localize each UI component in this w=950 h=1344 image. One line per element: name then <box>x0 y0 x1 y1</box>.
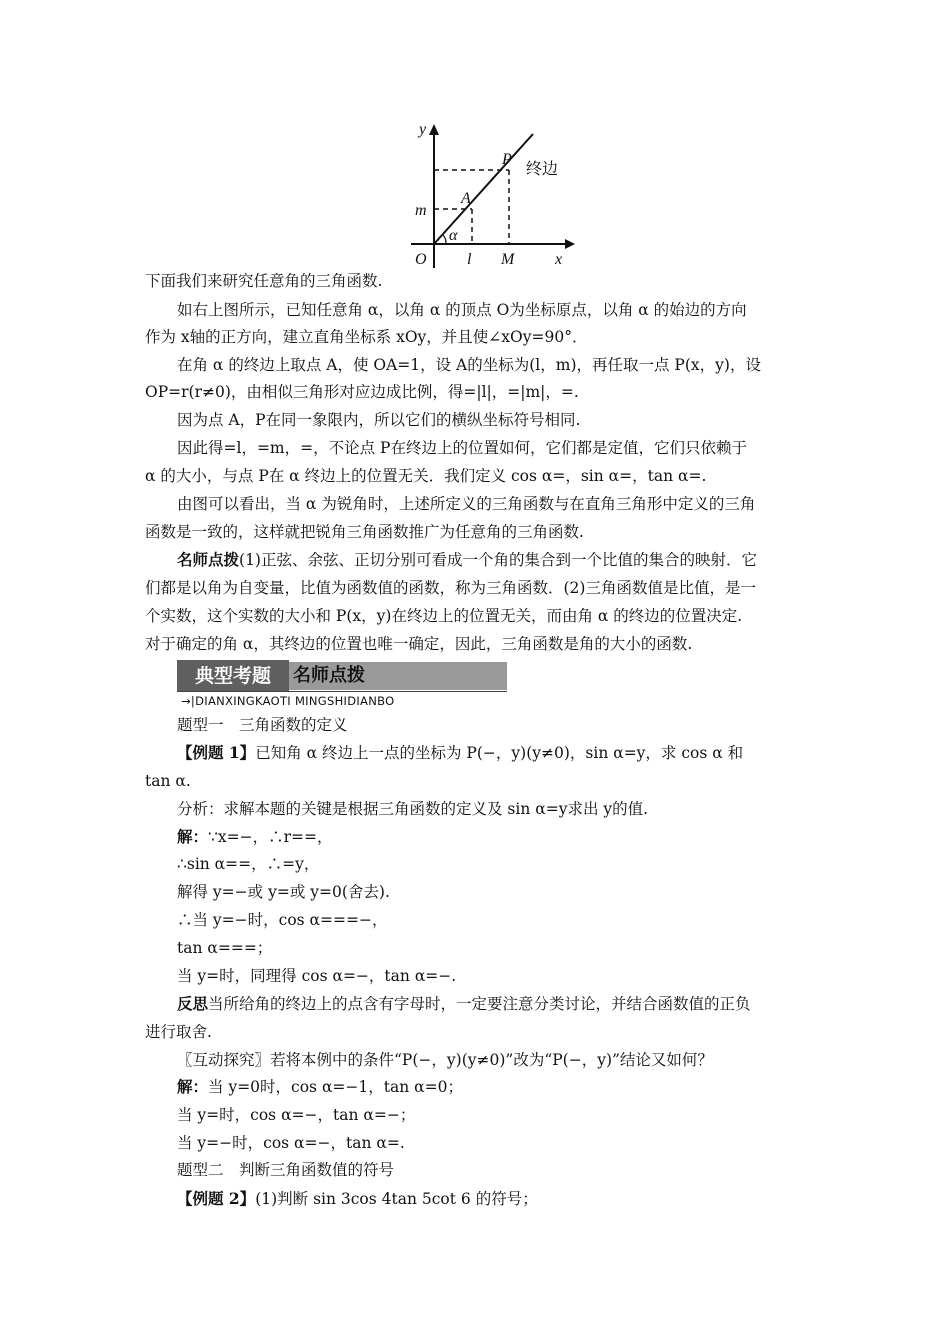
tip-line: 们都是以角为自变量，比值为函数值的函数，称为三角函数．(2)三角函数值是比值，是一 <box>145 579 756 597</box>
p-point-label: P <box>502 151 512 168</box>
coordinate-figure <box>405 118 585 273</box>
angle-arc <box>443 235 446 244</box>
example-line <box>177 1189 538 1209</box>
tip-label: 名师点拨 <box>177 550 240 569</box>
text-line: 如右上图所示，已知任意角 α，以角 α 的顶点 O为坐标原点，以角 α 的始边的方向 <box>177 301 747 319</box>
explore-answer: 当 y=−时，cos α=−，tan α=. <box>177 1134 405 1152</box>
angle-diagram <box>405 118 585 273</box>
example-question: (1)判断 sin 3cos 4tan 5cot 6 的符号； <box>255 1190 538 1208</box>
example-label: 【例题 1】 <box>177 743 256 762</box>
origin-label: O <box>415 251 427 268</box>
text-line: 下面我们来研究任意角的三角函数. <box>145 272 383 290</box>
text-line: 作为 x轴的正方向，建立直角坐标系 xOy，并且使∠xOy=90°． <box>145 328 588 346</box>
text-line: 因为点 A，P在同一象限内，所以它们的横纵坐标符号相同. <box>177 411 581 429</box>
reflect-line <box>177 994 751 1014</box>
banner-left-title: 典型考题 <box>177 660 289 692</box>
example-line <box>177 743 743 763</box>
a-point-label: A <box>461 190 471 207</box>
text-line: 由图可以看出，当 α 为锐角时，上述所定义的三角函数与在直角三角形中定义的三角 <box>177 495 756 513</box>
example-label: 【例题 2】 <box>177 1189 256 1208</box>
reflect-label: 反思 <box>177 994 209 1013</box>
solution-label: 解： <box>177 827 209 846</box>
alpha-label: α <box>449 227 458 244</box>
reflect-line: 进行取舍. <box>145 1023 212 1041</box>
text-line: 函数是一致的，这样就把锐角三角函数推广为任意角的三角函数. <box>145 523 584 541</box>
solution-line <box>177 827 332 847</box>
explore-solution-label: 解： <box>177 1077 209 1096</box>
text-line: OP=r(r≠0)，由相似三角形对应边成比例，得=|l|，=|m|，=. <box>145 383 579 401</box>
explore-answer: 当 y=时，cos α=−，tan α=−； <box>177 1106 416 1124</box>
banner-subtitle: →|DIANXINGKAOTI MINGSHIDIANBO <box>181 694 395 708</box>
analysis-line: 分析：求解本题的关键是根据三角函数的定义及 sin α=y求出 y的值. <box>177 800 649 818</box>
explore-answer <box>177 1077 463 1097</box>
tip-line: 个实数，这个实数的大小和 P(x，y)在终边上的位置无关，而由角 α 的终边的位置决定. <box>145 607 743 625</box>
solution-line: 解得 y=−或 y=或 y=0(舍去). <box>177 883 390 901</box>
solution-line: ∴当 y=−时，cos α===−， <box>177 911 388 929</box>
M-tick-label: M <box>501 251 515 268</box>
reflect-text: 当所给角的终边上的点含有字母时，一定要注意分类讨论，并结合函数值的正负 <box>208 995 751 1013</box>
x-axis-label: x <box>555 251 563 268</box>
section-banner <box>177 660 507 710</box>
text-line: 在角 α 的终边上取点 A，使 OA=1，设 A的坐标为(l，m)，再任取一点 P(x，y)，设 <box>177 356 761 374</box>
banner-rule <box>177 691 507 692</box>
x-axis-arrow <box>565 239 575 249</box>
tip-text: (1)正弦、余弦、正切分别可看成一个角的集合到一个比值的集合的映射．它 <box>239 551 757 569</box>
banner-right-title: 名师点拨 <box>293 665 365 686</box>
tip-line: 对于确定的角 α，其终边的位置也唯一确定，因此，三角函数是角的大小的函数. <box>145 635 693 653</box>
y-axis-arrow <box>429 124 439 135</box>
solution-line: ∴sin α==，∴=y， <box>177 855 320 873</box>
solution-line: tan α===； <box>177 939 273 957</box>
example-line: tan α. <box>145 772 191 790</box>
y-axis-label: y <box>419 121 427 138</box>
m-tick-label: m <box>415 202 427 219</box>
text-line: α 的大小，与点 P在 α 终边上的位置无关．我们定义 cos α=，sin α=，tan α=. <box>145 467 707 485</box>
solution-line: 当 y=时，同理得 cos α=−，tan α=−. <box>177 967 457 985</box>
example-question: 已知角 α 终边上一点的坐标为 P(−，y)(y≠0)，sin α=y，求 cos α 和 <box>255 744 744 762</box>
solution-text: ∵x=−，∴r==， <box>208 828 333 846</box>
section-heading: 题型一 三角函数的定义 <box>177 716 348 734</box>
explore-question: 〖互动探究〗若将本例中的条件“P(−，y)(y≠0)”改为“P(−，y)”结论又如何？ <box>177 1051 713 1069</box>
explore-answer-text: 当 y=0时，cos α=−1，tan α=0； <box>208 1078 463 1096</box>
text-line: 因此得=l，=m，=，不论点 P在终边上的位置如何，它们都是定值，它们只依赖于 <box>177 439 747 457</box>
tip-line <box>177 550 757 570</box>
l-tick-label: l <box>467 251 472 268</box>
section-heading: 题型二 判断三角函数值的符号 <box>177 1161 395 1179</box>
terminal-side-label: 终边 <box>526 159 559 178</box>
